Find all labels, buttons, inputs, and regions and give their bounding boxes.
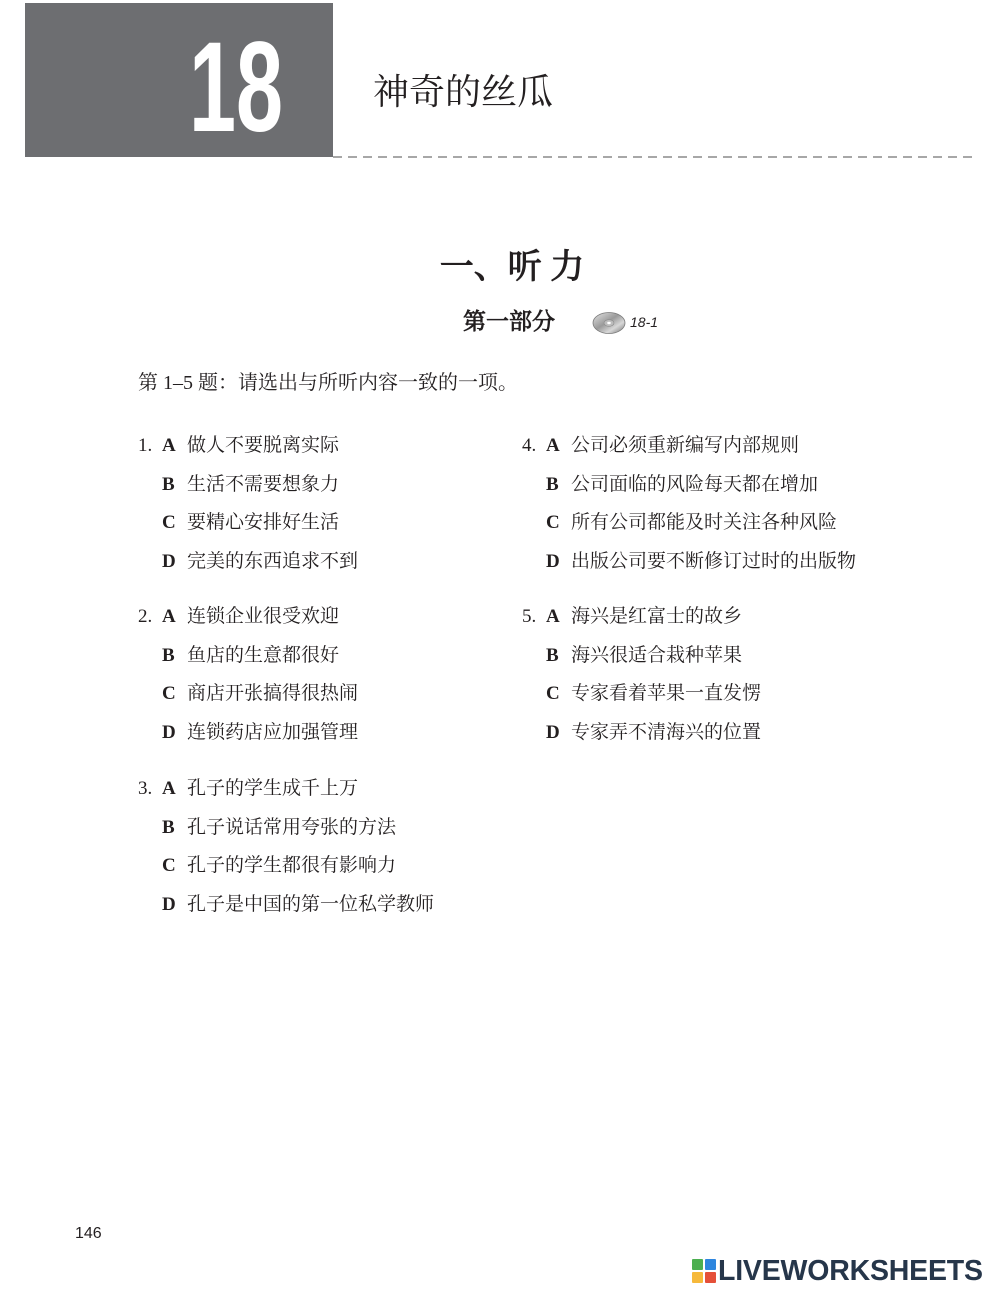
option-5c[interactable] (522, 675, 761, 714)
question-3 (138, 770, 434, 924)
option-1a[interactable] (138, 427, 358, 466)
cd-icon (592, 309, 626, 335)
question-number: 2. (138, 606, 153, 627)
option-text: 公司面临的风险每天都在增加 (571, 473, 819, 495)
logo-square (705, 1272, 716, 1283)
option-letter: B (546, 644, 559, 666)
option-letter: A (546, 435, 560, 456)
option-1c[interactable] (138, 504, 358, 543)
option-letter: D (162, 721, 176, 743)
option-text: 生活不需要想象力 (187, 473, 340, 495)
option-text: 鱼店的生意都很好 (187, 644, 340, 666)
option-5d[interactable] (522, 714, 761, 753)
page-number: 146 (75, 1225, 102, 1242)
option-text: 做人不要脱离实际 (187, 435, 340, 456)
option-text: 要精心安排好生活 (187, 512, 340, 533)
option-text: 海兴是红富士的故乡 (571, 606, 743, 627)
option-2c[interactable] (138, 675, 358, 714)
option-letter: A (162, 778, 176, 799)
question-4 (522, 427, 856, 581)
option-4a[interactable] (522, 427, 856, 466)
option-1d[interactable] (138, 543, 358, 582)
part-label: 第一部分 (463, 309, 555, 334)
question-5 (522, 598, 761, 752)
logo-icon (692, 1259, 716, 1283)
header-divider (333, 155, 978, 159)
option-letter: C (162, 855, 176, 876)
option-letter: D (546, 550, 560, 572)
option-letter: B (162, 473, 175, 495)
option-text: 公司必须重新编写内部规则 (571, 435, 800, 456)
option-4b[interactable] (522, 466, 856, 505)
chapter-box (25, 3, 333, 157)
option-2b[interactable] (138, 637, 358, 676)
option-3a[interactable] (138, 770, 434, 809)
option-letter: C (162, 683, 176, 704)
option-3b[interactable] (138, 809, 434, 848)
chapter-number: 18 (189, 16, 283, 159)
instruction: 第 1–5 题：请选出与所听内容一致的一项。 (138, 372, 518, 394)
option-text: 孔子的学生都很有影响力 (187, 855, 397, 876)
logo-text: LIVEWORKSHEETS (718, 1255, 983, 1287)
option-5a[interactable] (522, 598, 761, 637)
option-text: 孔子是中国的第一位私学教师 (187, 893, 435, 915)
question-1 (138, 427, 358, 581)
option-2a[interactable] (138, 598, 358, 637)
option-4c[interactable] (522, 504, 856, 543)
option-text: 连锁企业很受欢迎 (187, 606, 340, 627)
audio-track-label: 18-1 (630, 314, 659, 330)
chapter-title: 神奇的丝瓜 (373, 71, 554, 112)
liveworksheets-logo[interactable] (692, 1256, 992, 1286)
option-text: 专家看着苹果一直发愣 (571, 683, 762, 704)
option-1b[interactable] (138, 466, 358, 505)
option-text: 海兴很适合栽种苹果 (571, 644, 743, 666)
question-number: 1. (138, 435, 153, 456)
option-letter: B (162, 644, 175, 666)
question-number: 4. (522, 435, 537, 456)
option-letter: D (162, 550, 176, 572)
section-heading: 一、听 力 (439, 249, 585, 286)
option-5b[interactable] (522, 637, 761, 676)
logo-square (705, 1259, 716, 1270)
logo-square (692, 1259, 703, 1270)
option-text: 孔子说话常用夸张的方法 (187, 816, 397, 838)
logo-square (692, 1272, 703, 1283)
option-text: 所有公司都能及时关注各种风险 (571, 512, 838, 533)
option-text: 出版公司要不断修订过时的出版物 (571, 550, 857, 572)
option-letter: D (546, 721, 560, 743)
option-4d[interactable] (522, 543, 856, 582)
option-letter: C (546, 683, 560, 704)
question-number: 5. (522, 606, 537, 627)
option-letter: C (162, 512, 176, 533)
option-letter: D (162, 893, 176, 915)
option-letter: A (546, 606, 560, 627)
option-letter: A (162, 606, 176, 627)
question-number: 3. (138, 778, 153, 799)
question-2 (138, 598, 358, 752)
option-letter: B (162, 816, 175, 838)
option-3d[interactable] (138, 886, 434, 925)
option-text: 专家弄不清海兴的位置 (571, 721, 762, 743)
option-3c[interactable] (138, 847, 434, 886)
option-letter: A (162, 435, 176, 456)
option-text: 孔子的学生成千上万 (187, 778, 359, 799)
option-letter: C (546, 512, 560, 533)
option-letter: B (546, 473, 559, 495)
option-text: 完美的东西追求不到 (187, 550, 359, 572)
option-2d[interactable] (138, 714, 358, 753)
option-text: 商店开张搞得很热闹 (187, 683, 359, 704)
option-text: 连锁药店应加强管理 (187, 721, 359, 743)
